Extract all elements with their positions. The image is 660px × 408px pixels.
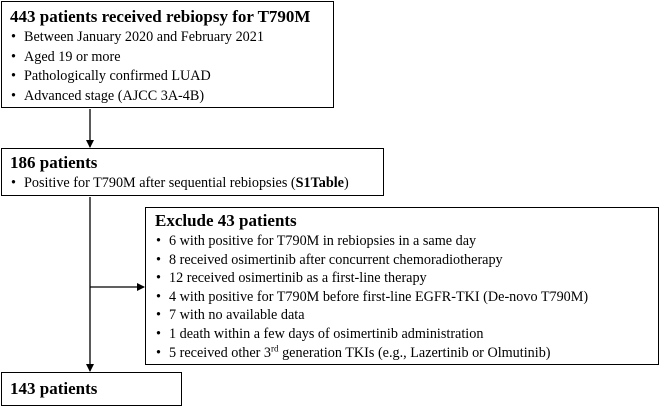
- ordinal-suffix: rd: [271, 342, 279, 353]
- exclusion-item: • 12 received osimertinib as a first-line therapy: [155, 269, 649, 288]
- exclusion-item: • 1 death within a few days of osimertinib administration: [155, 325, 649, 344]
- exclusion-list: [155, 232, 649, 362]
- criterion-text: Positive for T790M after sequential rebiopsies (: [24, 175, 296, 191]
- final-cohort-box: [1, 372, 182, 406]
- exclusion-item: • 4 with positive for T790M before first-line EGFR-TKI (De-novo T790M): [155, 288, 649, 307]
- inclusion-criteria-list: [10, 28, 325, 106]
- rebiopsy-cohort-title: 443 patients received rebiopsy for T790M: [10, 7, 311, 26]
- t790m-positive-title: 186 patients: [10, 153, 98, 172]
- exclusion-item: • 8 received osimertinib after concurrent chemoradiotherapy: [155, 251, 649, 270]
- inclusion-criterion: • Between January 2020 and February 2021: [10, 28, 325, 48]
- exclusion-text-end: generation TKIs (e.g., Lazertinib or Olmutinib): [278, 344, 551, 361]
- t790m-positive-list: [10, 174, 375, 194]
- criterion-text-end: ): [343, 175, 349, 191]
- exclusion-item: • 7 with no available data: [155, 306, 649, 325]
- s1-table-reference: S1Table: [295, 175, 344, 191]
- t790m-positive-box: [1, 148, 384, 196]
- inclusion-criterion: • Aged 19 or more: [10, 48, 325, 68]
- final-cohort-title: 143 patients: [10, 379, 98, 398]
- inclusion-criterion: • Pathologically confirmed LUAD: [10, 67, 325, 87]
- exclusion-text: 5 received other 3: [169, 344, 272, 361]
- inclusion-criterion: • Advanced stage (AJCC 3A-4B): [10, 87, 325, 107]
- exclusion-item: • 6 with positive for T790M in rebiopsies in a same day: [155, 232, 649, 251]
- exclusion-item: [155, 344, 649, 363]
- exclusion-title: Exclude 43 patients: [155, 211, 297, 230]
- rebiopsy-cohort-box: [1, 1, 334, 108]
- exclusion-box: [145, 207, 659, 365]
- t790m-positive-criterion: [10, 174, 375, 194]
